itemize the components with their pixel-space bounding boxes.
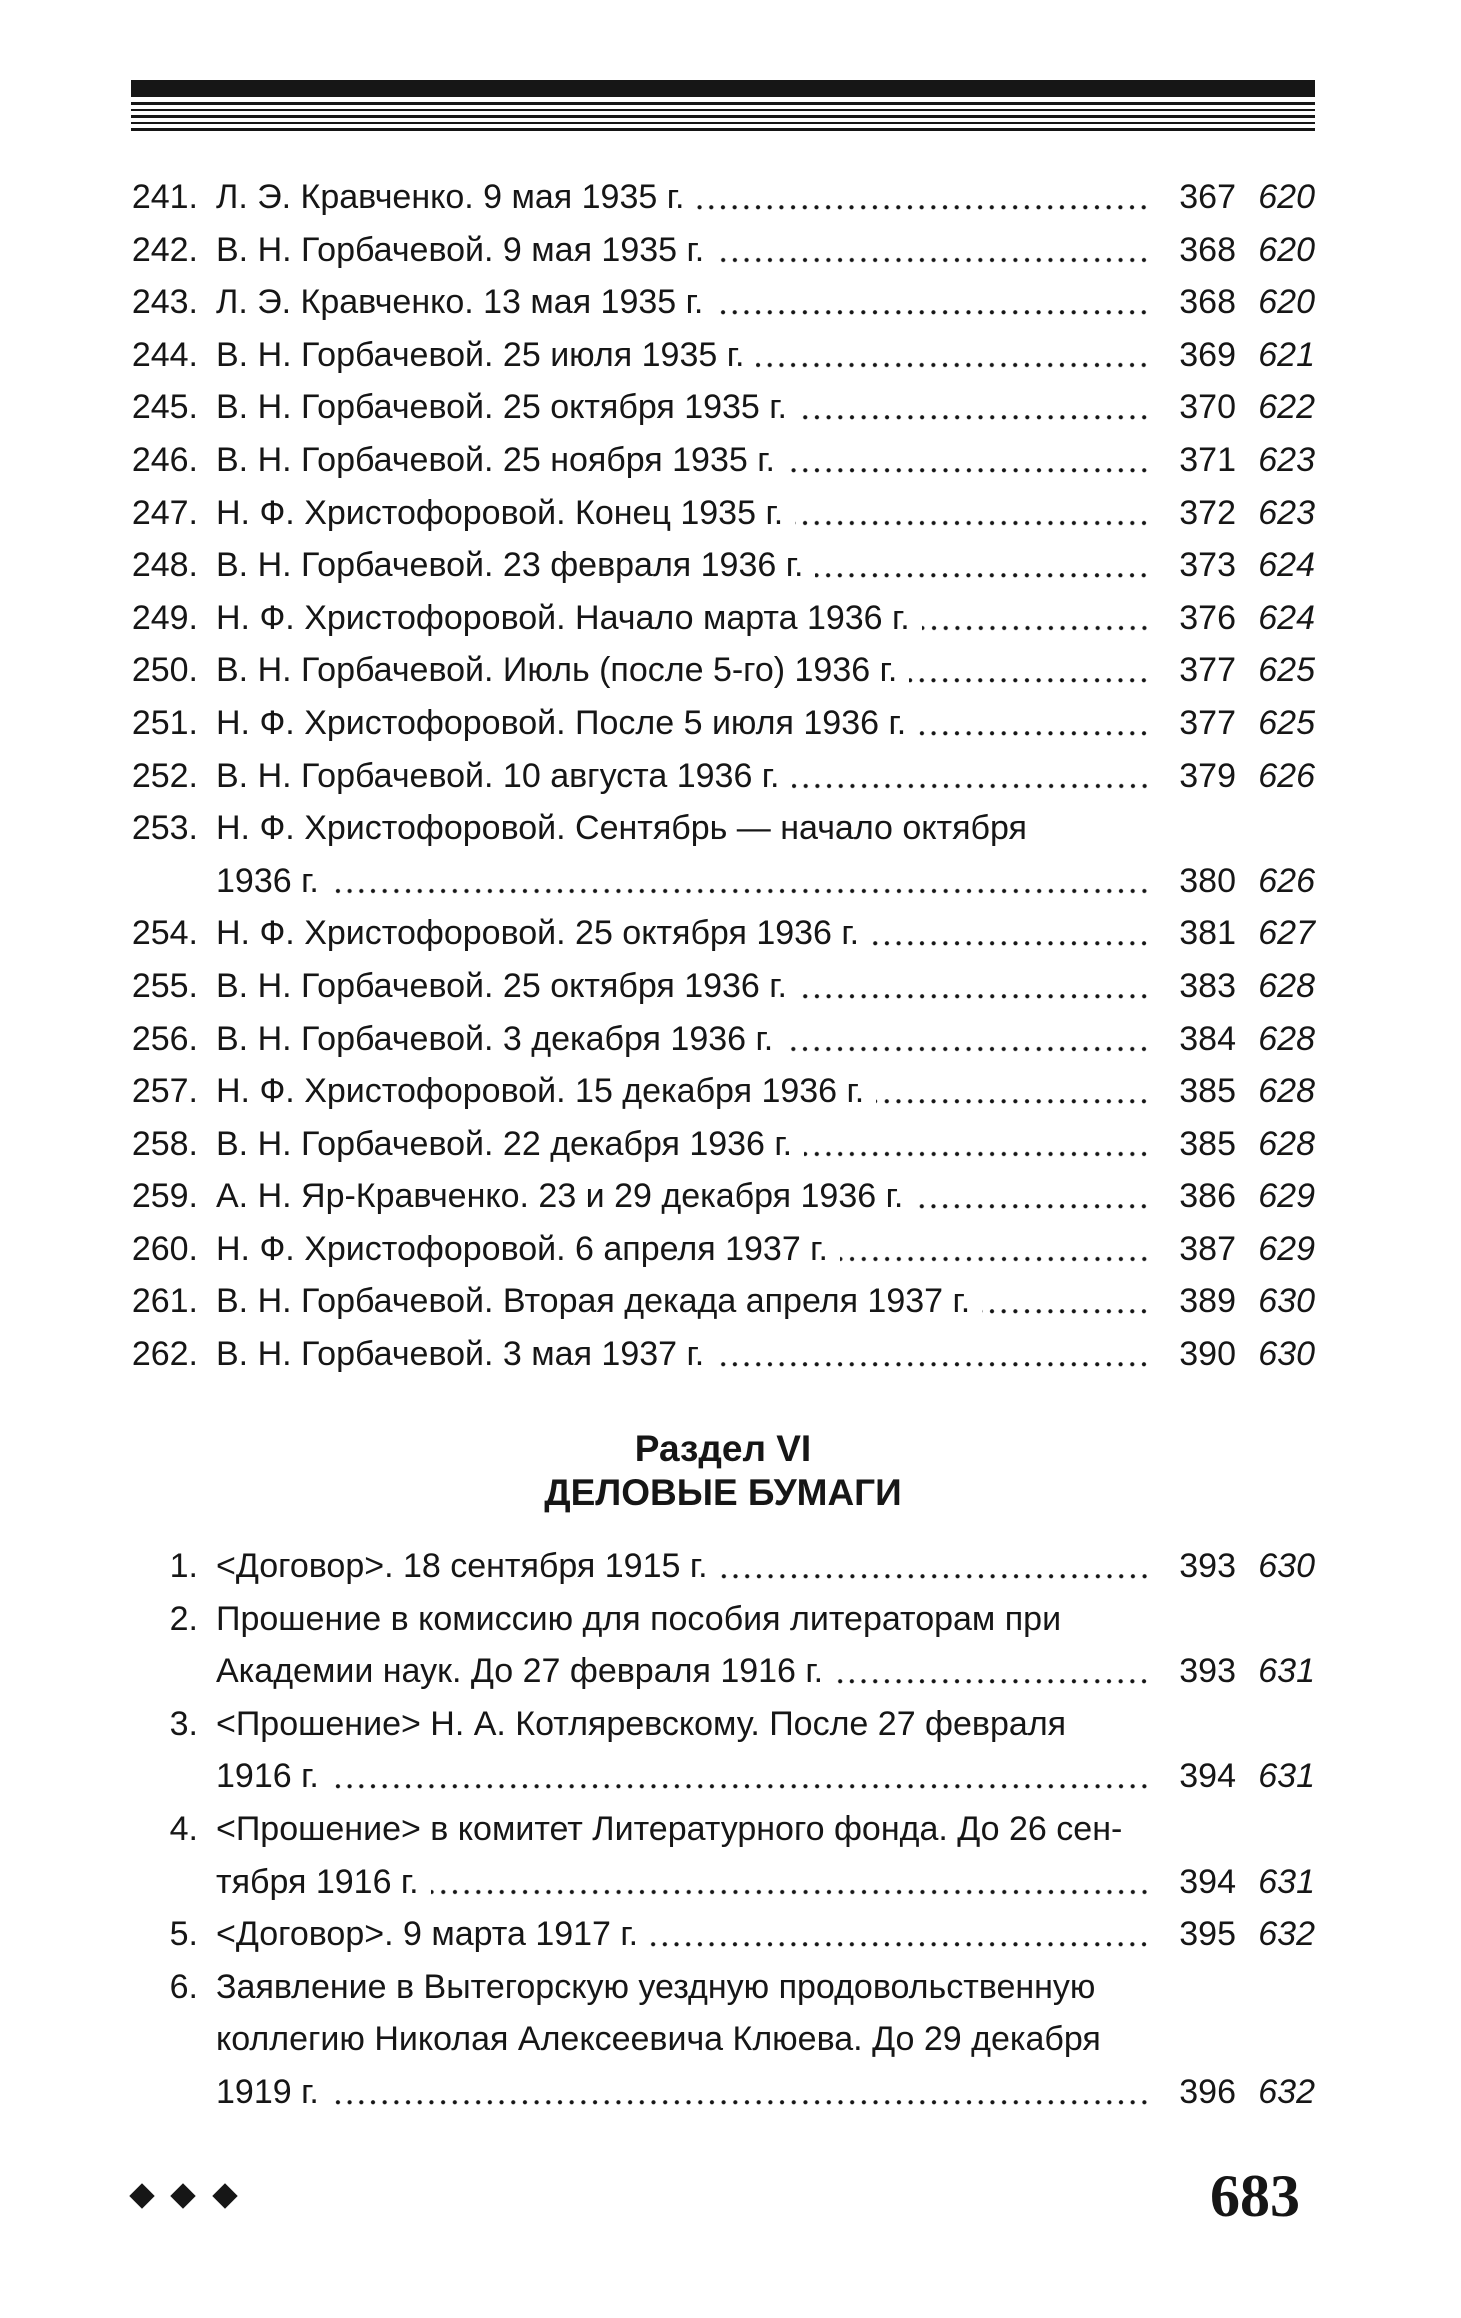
entry-title: 1936 г. (216, 861, 319, 900)
entry-number: 246. (131, 440, 198, 479)
commentary-page-number: 620 (1258, 230, 1315, 269)
toc-entry (131, 434, 1315, 487)
page-number: 385 (1179, 1124, 1236, 1163)
toc-entry (131, 539, 1315, 592)
page-number: 381 (1179, 914, 1236, 953)
toc-entry (131, 907, 1315, 960)
entry-number: 260. (131, 1229, 198, 1268)
dot-leader (840, 1223, 1150, 1276)
page-number: 384 (1179, 1019, 1236, 1058)
entry-title-wrap (216, 907, 1150, 960)
dot-leader (799, 960, 1150, 1013)
commentary-page-number: 629 (1258, 1229, 1315, 1268)
page-number: 389 (1179, 1282, 1236, 1321)
header-rule-thick (131, 80, 1315, 97)
entry-title-wrap (216, 1013, 1150, 1066)
page-number: 393 (1179, 1652, 1236, 1691)
entry-title: <Прошение> в комитет Литературного фонда. До 26 сен- (216, 1809, 1123, 1848)
entry-number: 251. (131, 703, 198, 742)
dot-leader (331, 855, 1150, 908)
entry-line (131, 592, 1315, 645)
entry-line (131, 1118, 1315, 1171)
entry-line (131, 1223, 1315, 1276)
dot-leader (804, 1118, 1150, 1171)
entry-line (131, 1698, 1315, 1751)
entry-title-wrap (216, 434, 1150, 487)
entry-title-wrap (216, 802, 1150, 855)
entry-title: Н. Ф. Христофоровой. 6 апреля 1937 г. (216, 1229, 828, 1268)
entry-line (131, 2013, 1315, 2066)
toc-entry (131, 802, 1315, 907)
page-number: 371 (1179, 440, 1236, 479)
entry-title-wrap (216, 1856, 1150, 1909)
commentary-page-number: 626 (1258, 756, 1315, 795)
commentary-page-number: 627 (1258, 914, 1315, 953)
page-number: 368 (1179, 283, 1236, 322)
entry-line (131, 1856, 1315, 1909)
toc-entry (131, 750, 1315, 803)
entry-line (131, 1750, 1315, 1803)
toc-entry (131, 329, 1315, 382)
entry-number: 1. (169, 1547, 198, 1585)
page-number: 379 (1179, 756, 1236, 795)
toc-entry (131, 1013, 1315, 1066)
page-number: 380 (1179, 861, 1236, 900)
entry-title-wrap (216, 1803, 1150, 1856)
entry-number: 252. (131, 756, 198, 795)
entry-title-wrap (216, 381, 1150, 434)
entry-line (131, 855, 1315, 908)
entry-line (131, 1803, 1315, 1856)
page-number: 369 (1179, 335, 1236, 374)
commentary-page-number: 624 (1258, 598, 1315, 637)
diamond-icon (212, 2183, 237, 2208)
entry-title-wrap (216, 1223, 1150, 1276)
dot-leader (876, 1065, 1150, 1118)
page-number: 385 (1179, 1072, 1236, 1111)
entry-title-wrap (216, 1275, 1150, 1328)
section-title: ДЕЛОВЫЕ БУМАГИ (544, 1472, 902, 1513)
entry-line (131, 1275, 1315, 1328)
entry-number: 249. (131, 598, 198, 637)
entry-number: 5. (169, 1915, 198, 1954)
entry-line (131, 1645, 1315, 1698)
entry-title: Н. Ф. Христофоровой. 15 декабря 1936 г. (216, 1072, 865, 1111)
entry-number: 4. (169, 1809, 198, 1848)
entry-title: В. Н. Горбачевой. 10 августа 1936 г. (216, 756, 780, 795)
dot-leader (795, 487, 1150, 540)
section-contents-list (131, 1540, 1315, 2119)
entry-title-wrap (216, 1540, 1150, 1593)
entry-title: тября 1916 г. (216, 1862, 419, 1901)
dot-leader (922, 592, 1150, 645)
dot-leader (431, 1856, 1150, 1909)
entry-line (131, 1328, 1315, 1381)
entry-line (131, 1961, 1315, 2014)
entry-title: В. Н. Горбачевой. Июль (после 5-го) 1936 г. (216, 651, 898, 690)
entry-title: В. Н. Горбачевой. 25 октября 1936 г. (216, 966, 787, 1005)
entry-title-wrap (216, 1118, 1150, 1171)
commentary-page-number: 628 (1258, 1019, 1315, 1058)
entry-title-wrap (216, 171, 1150, 224)
commentary-page-number: 631 (1258, 1862, 1315, 1901)
entry-title: Академии наук. До 27 февраля 1916 г. (216, 1652, 824, 1691)
commentary-page-number: 625 (1258, 703, 1315, 742)
entry-number: 247. (131, 493, 198, 532)
toc-entry (131, 487, 1315, 540)
toc-entry (131, 644, 1315, 697)
commentary-page-number: 621 (1258, 335, 1315, 374)
dot-leader (715, 276, 1150, 329)
dot-leader (815, 539, 1150, 592)
entry-title: Л. Э. Кравченко. 9 мая 1935 г. (216, 178, 685, 216)
dot-leader (909, 644, 1150, 697)
entry-title: Заявление в Вытегорскую уездную продовольственную (216, 1967, 1096, 2006)
toc-entry (131, 1170, 1315, 1223)
entry-line (131, 1540, 1315, 1593)
toc-entry (131, 1118, 1315, 1171)
section-label: Раздел VI (634, 1428, 812, 1469)
commentary-page-number: 630 (1258, 1335, 1315, 1374)
page-number: 370 (1179, 388, 1236, 427)
entry-title-wrap (216, 1645, 1150, 1698)
entry-number: 257. (131, 1072, 198, 1111)
commentary-page-number: 630 (1258, 1282, 1315, 1321)
page-number: 373 (1179, 546, 1236, 585)
commentary-page-number: 626 (1258, 861, 1315, 900)
entry-line (131, 1908, 1315, 1961)
page-number: 372 (1179, 493, 1236, 532)
dot-leader (716, 224, 1150, 277)
commentary-page-number: 623 (1258, 440, 1315, 479)
entry-line (131, 1593, 1315, 1646)
entry-title: <Прошение> Н. А. Котляревскому. После 27 февраля (216, 1704, 1067, 1743)
dot-leader (756, 329, 1150, 382)
page-number: 386 (1179, 1177, 1236, 1216)
page-number: 387 (1179, 1229, 1236, 1268)
entry-line (131, 276, 1315, 329)
commentary-page-number: 632 (1258, 2072, 1315, 2111)
page-number: 394 (1179, 1862, 1236, 1901)
entry-number: 256. (131, 1019, 198, 1058)
entry-title: Н. Ф. Христофоровой. 25 октября 1936 г. (216, 914, 860, 953)
contents-list (131, 171, 1315, 1381)
toc-entry (131, 592, 1315, 645)
entry-title: Н. Ф. Христофоровой. После 5 июля 1936 г. (216, 703, 907, 742)
entry-number: 261. (131, 1282, 198, 1321)
entry-title-wrap (216, 960, 1150, 1013)
entry-title-wrap (216, 1908, 1150, 1961)
page-number: 393 (1179, 1547, 1236, 1585)
dot-leader (716, 1328, 1150, 1381)
entry-title: В. Н. Горбачевой. Вторая декада апреля 1937 г. (216, 1282, 971, 1321)
header-rule-line (131, 122, 1315, 125)
entry-line (131, 381, 1315, 434)
commentary-page-number: 630 (1258, 1547, 1315, 1585)
entry-number: 259. (131, 1177, 198, 1216)
commentary-page-number: 631 (1258, 1757, 1315, 1796)
entry-title-wrap (216, 1065, 1150, 1118)
commentary-page-number: 629 (1258, 1177, 1315, 1216)
page-number: 390 (1179, 1335, 1236, 1374)
entry-number: 6. (169, 1967, 198, 2006)
entry-title: <Договор>. 18 сентября 1915 г. (216, 1547, 708, 1585)
dot-leader (982, 1275, 1150, 1328)
header-rule-line (131, 102, 1315, 105)
entry-line (131, 1065, 1315, 1118)
toc-entry (131, 1540, 1315, 1593)
entry-title: В. Н. Горбачевой. 3 мая 1937 г. (216, 1335, 705, 1374)
commentary-page-number: 620 (1258, 178, 1315, 216)
entry-line (131, 171, 1315, 224)
entry-title: Н. Ф. Христофоровой. Сентябрь — начало октября (216, 809, 1027, 848)
entry-title: 1916 г. (216, 1757, 319, 1796)
entry-title: коллегию Николая Алексеевича Клюева. До 29 декабря (216, 2020, 1101, 2059)
entry-line (131, 2066, 1315, 2119)
entry-title-wrap (216, 329, 1150, 382)
entry-title-wrap (216, 855, 1150, 908)
page-number: 377 (1179, 703, 1236, 742)
toc-entry (131, 276, 1315, 329)
toc-entry (131, 1223, 1315, 1276)
toc-entry (131, 1961, 1315, 2119)
dot-leader (915, 1170, 1150, 1223)
commentary-page-number: 632 (1258, 1915, 1315, 1954)
entry-line (131, 1170, 1315, 1223)
entry-title: Прошение в комиссию для пособия литераторам при (216, 1599, 1062, 1638)
entry-line (131, 434, 1315, 487)
entry-number: 262. (131, 1335, 198, 1374)
entry-title: В. Н. Горбачевой. 25 октября 1935 г. (216, 388, 787, 427)
entry-title-wrap (216, 487, 1150, 540)
entry-title-wrap (216, 750, 1150, 803)
entry-title: Н. Ф. Христофоровой. Начало марта 1936 г. (216, 598, 910, 637)
entry-number: 248. (131, 546, 198, 585)
entry-title-wrap (216, 644, 1150, 697)
entry-title-wrap (216, 224, 1150, 277)
entry-line (131, 224, 1315, 277)
dot-leader (835, 1645, 1150, 1698)
entry-line (131, 697, 1315, 750)
entry-title: В. Н. Горбачевой. 23 февраля 1936 г. (216, 546, 804, 585)
entry-title-wrap (216, 1170, 1150, 1223)
entry-number: 254. (131, 914, 198, 953)
entry-number: 243. (131, 283, 198, 322)
entry-title-wrap (216, 1961, 1150, 2014)
page-number: 367 (1179, 178, 1236, 216)
entry-title-wrap (216, 2013, 1150, 2066)
entry-line (131, 802, 1315, 855)
entry-title-wrap (216, 1328, 1150, 1381)
toc-entry (131, 1698, 1315, 1803)
toc-entry (131, 1275, 1315, 1328)
toc-entry (131, 1593, 1315, 1698)
entry-number: 245. (131, 388, 198, 427)
header-rule-line (131, 128, 1315, 131)
entry-line (131, 539, 1315, 592)
entry-number: 250. (131, 651, 198, 690)
page-number: 394 (1179, 1757, 1236, 1796)
entry-number: 258. (131, 1124, 198, 1163)
entry-number: 253. (131, 809, 198, 848)
entry-title: А. Н. Яр-Кравченко. 23 и 29 декабря 1936 г. (216, 1177, 904, 1216)
entry-title-wrap (216, 2066, 1150, 2119)
entry-line (131, 750, 1315, 803)
page-number: 377 (1179, 651, 1236, 690)
commentary-page-number: 628 (1258, 1124, 1315, 1163)
entry-title: Н. Ф. Христофоровой. Конец 1935 г. (216, 493, 784, 532)
entry-title-wrap (216, 1698, 1150, 1751)
entry-line (131, 329, 1315, 382)
entry-title-wrap (216, 592, 1150, 645)
dot-leader (785, 1013, 1150, 1066)
commentary-page-number: 620 (1258, 283, 1315, 322)
entry-line (131, 907, 1315, 960)
entry-title: В. Н. Горбачевой. 22 декабря 1936 г. (216, 1124, 793, 1163)
toc-entry (131, 171, 1315, 224)
entry-title-wrap (216, 276, 1150, 329)
entry-title-wrap (216, 697, 1150, 750)
entry-title-wrap (216, 539, 1150, 592)
dot-leader (650, 1908, 1150, 1961)
page-number: 395 (1179, 1915, 1236, 1954)
entry-number: 242. (131, 230, 198, 269)
dot-leader (787, 434, 1150, 487)
dot-leader (331, 1750, 1150, 1803)
toc-entry (131, 1908, 1315, 1961)
dot-leader (720, 1540, 1150, 1593)
page-number: 368 (1179, 230, 1236, 269)
diamond-icon (129, 2183, 154, 2208)
commentary-page-number: 628 (1258, 1072, 1315, 1111)
dot-leader (799, 381, 1150, 434)
dot-leader (871, 907, 1150, 960)
entry-title: 1919 г. (216, 2072, 319, 2111)
entry-line (131, 960, 1315, 1013)
commentary-page-number: 631 (1258, 1652, 1315, 1691)
entry-title: Л. Э. Кравченко. 13 мая 1935 г. (216, 283, 704, 322)
entry-title-wrap (216, 1750, 1150, 1803)
toc-entry (131, 697, 1315, 750)
page-number-footer: 683 (1210, 2163, 1300, 2229)
entry-line (131, 644, 1315, 697)
entry-line (131, 1013, 1315, 1066)
toc-entry (131, 1328, 1315, 1381)
dot-leader (331, 2066, 1150, 2119)
toc-entry (131, 960, 1315, 1013)
entry-line (131, 487, 1315, 540)
commentary-page-number: 625 (1258, 651, 1315, 690)
entry-number: 244. (131, 335, 198, 374)
dot-leader (918, 697, 1150, 750)
entry-title: В. Н. Горбачевой. 25 ноября 1935 г. (216, 440, 775, 479)
dot-leader (792, 750, 1150, 803)
toc-entry (131, 1803, 1315, 1908)
commentary-page-number: 624 (1258, 546, 1315, 585)
entry-title-wrap (216, 1593, 1150, 1646)
dot-leader (696, 171, 1150, 224)
commentary-page-number: 622 (1258, 388, 1315, 427)
header-rule-line (131, 109, 1315, 112)
entry-number: 255. (131, 966, 198, 1005)
header-rule-line (131, 115, 1315, 118)
toc-entry (131, 381, 1315, 434)
entry-title: <Договор>. 9 марта 1917 г. (216, 1915, 639, 1954)
entry-title: В. Н. Горбачевой. 25 июля 1935 г. (216, 335, 745, 374)
entry-title: В. Н. Горбачевой. 9 мая 1935 г. (216, 230, 705, 269)
page-number: 396 (1179, 2072, 1236, 2111)
entry-title: В. Н. Горбачевой. 3 декабря 1936 г. (216, 1019, 774, 1058)
page-number: 383 (1179, 966, 1236, 1005)
commentary-page-number: 628 (1258, 966, 1315, 1005)
entry-number: 2. (169, 1599, 198, 1638)
entry-number: 241. (131, 178, 198, 216)
commentary-page-number: 623 (1258, 493, 1315, 532)
page-number: 376 (1179, 598, 1236, 637)
toc-entry (131, 224, 1315, 277)
diamond-icon (170, 2183, 195, 2208)
entry-number: 3. (169, 1704, 198, 1743)
toc-entry (131, 1065, 1315, 1118)
